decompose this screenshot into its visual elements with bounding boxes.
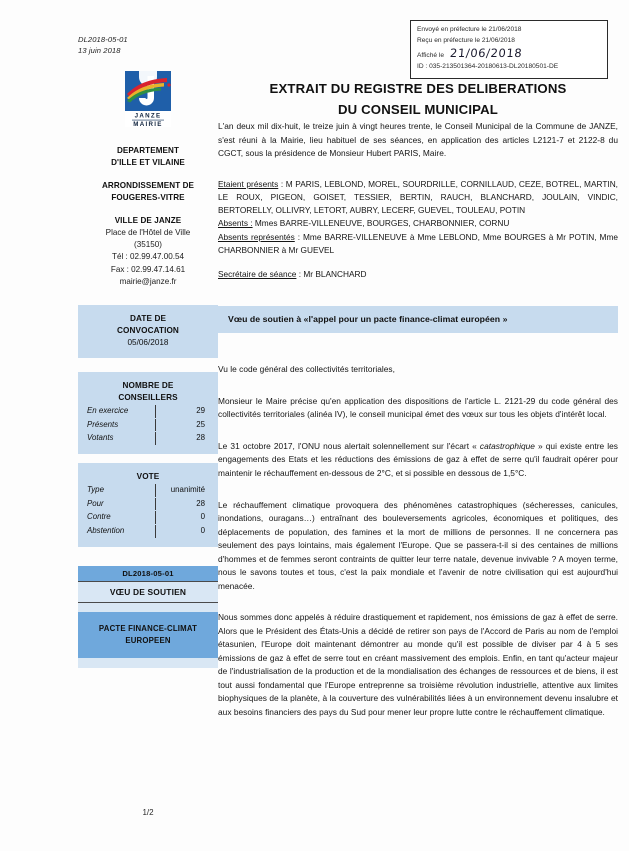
councillors-title-line-2: CONSEILLERS: [118, 392, 178, 402]
vote-row-label: Pour: [87, 498, 104, 508]
call-to-action-paragraph: Nous sommes donc appelés à réduire drastiquement et rapidement, nos émissions de gaz à effet de serre. Alors que le Président des États-Unis a décidé de retirer son pays de l'Accord de Paris au nom de l'emploi étasunien, l'Europe doit maintenant démontrer au monde qu'il est possible de diviser par 4 à 5 ses émissions de gaz à effet de serre tout en créant massivement des emplois. Enfin, en tant qu'acteur majeur de l'industrialisation de la production et de la mondialisation des échanges de ressources et de biens, il est tout aussi fondamental que l'Europe entreprenne sa troisième révolution industrielle, attentive aux limites biophysiques de la planète, à la couverture des vulnérabilités liées à un environnement devenu insalubre et aux besoins financiers des pays du Sud pour mener leur propre lutte contre le réchauffement climatique.: [218, 612, 618, 717]
document-reference-number: DL2018-05-01: [78, 35, 128, 44]
city-email: mairie@janze.fr: [119, 277, 177, 287]
stamp-sent-line: Envoyé en préfecture le 21/06/2018: [417, 26, 522, 33]
councillors-row-label: En exercice: [87, 405, 129, 415]
stamp-id-line: ID : 035-213501364-20180613-DL20180501-DE: [417, 63, 559, 71]
present-label: Etaient présents: [218, 178, 279, 189]
onu-alert-paragraph: [218, 440, 618, 481]
councillors-row-label: Votants: [87, 433, 114, 443]
city-name: VILLE DE JANZE: [114, 215, 182, 225]
vote-row-value: unanimité: [170, 484, 205, 494]
commune-identity-block: [78, 70, 218, 288]
vote-row-label: Type: [87, 484, 104, 494]
row-divider: [155, 525, 156, 538]
tag-kind: VŒU DE SOUTIEN: [78, 581, 218, 603]
janze-mairie-logo-icon: [119, 70, 177, 128]
represented-list: : Mme BARRE-VILLENEUVE à Mme LEBLOND, Mme BOURGES à Mr POTIN, Mme CHARBONNIER à Mr GUEVEL: [218, 231, 618, 255]
legal-basis-paragraph: Vu le code général des collectivités territoriales,: [218, 364, 395, 375]
document-reference: [78, 34, 128, 57]
councillors-row-value: 25: [196, 419, 205, 429]
stamp-posted-label: Affiché le: [417, 52, 445, 60]
onu-alert-prefix: Le 31 octobre 2017, l'ONU nous alertait solennellement sur l'écart «: [218, 440, 480, 451]
councillors-row-label: Présents: [87, 419, 119, 429]
main-content: [218, 120, 618, 728]
absent-block: [218, 217, 618, 230]
represented-block: [218, 231, 618, 258]
tag-topic-line-2: EUROPEEN: [125, 635, 171, 645]
councillors-row: [85, 419, 211, 432]
page-title-line-1: EXTRAIT DU REGISTRE DES DELIBERATIONS: [269, 81, 567, 96]
prefecture-stamp: [410, 20, 608, 79]
logo-container: [78, 70, 218, 128]
convocation-box: [78, 305, 218, 358]
svg-text:JANZE: JANZE: [134, 112, 162, 120]
city-postal-code: (35150): [134, 240, 162, 250]
vote-row: [85, 511, 211, 524]
vote-row: [85, 525, 211, 538]
vote-row-value: 0: [200, 526, 205, 536]
councillors-box: [78, 372, 218, 454]
stamp-posted-handwritten-date: 21/06/2018: [449, 46, 523, 61]
mayor-statement-paragraph: Monsieur le Maire précise qu'en application des dispositions de l'article L. 2121-29 du code général des collectivités territoriales (alinéa IV), le conseil municipal émet des vœux sur tous les objets d'intérêt local.: [218, 395, 618, 420]
row-divider: [155, 484, 156, 497]
vote-row-label: Abstention: [87, 526, 125, 536]
stamp-received-line: Reçu en préfecture le 21/06/2018: [417, 36, 515, 44]
page-title: [218, 78, 618, 121]
tag-topic-line-1: PACTE FINANCE-CLIMAT: [98, 624, 198, 633]
secretary-label: Secrétaire de séance: [218, 269, 297, 280]
councillors-row: [85, 432, 211, 445]
vote-row: [85, 498, 211, 511]
city-phone: Tél : 02.99.47.00.54: [112, 252, 184, 262]
councillors-row: [85, 405, 211, 418]
city-address: Place de l'Hôtel de Ville: [105, 227, 191, 237]
attendance-block: [218, 178, 618, 218]
absent-list: Mmes BARRE-VILLENEUVE, BOURGES, CHARBONNIER, CORNU: [252, 218, 510, 229]
page-title-line-2: DU CONSEIL MUNICIPAL: [337, 102, 499, 118]
convocation-title-line-2: CONVOCATION: [117, 325, 179, 335]
page-number: 1/2: [142, 808, 154, 817]
deliberation-tag-stack: [78, 566, 218, 668]
councillors-row-value: 28: [196, 433, 205, 443]
represented-label: Absents représentés: [218, 231, 295, 242]
absent-label: Absents :: [218, 218, 253, 229]
vote-title: VOTE: [136, 472, 160, 481]
arrondissement-line-2: FOUGERES-VITRE: [111, 192, 185, 202]
city-fax: Fax : 02.99.47.14.61: [110, 264, 186, 274]
onu-alert-suffix: » qui existe entre les engagements des Etats et les réductions des émissions de gaz à effet de serre qu'il faudrait opérer pour maintenir le réchauffement en-dessous de 2°C, et si possible en dessous de 1,5°C.: [218, 440, 618, 478]
stamp-posted-row: [417, 46, 601, 62]
convocation-date: 05/06/2018: [127, 337, 169, 347]
vote-row: [85, 484, 211, 497]
department-line-1: DEPARTEMENT: [116, 146, 180, 155]
document-reference-date: 13 juin 2018: [78, 46, 121, 56]
councillors-title-line-1: NOMBRE DE: [122, 381, 174, 390]
row-divider: [155, 405, 156, 418]
councillors-row-value: 29: [196, 405, 205, 415]
tag-reference: DL2018-05-01: [78, 566, 218, 581]
row-divider: [155, 432, 156, 445]
arrondissement-line-1: ARRONDISSEMENT DE: [101, 180, 195, 190]
tag-topic: [78, 612, 218, 658]
vote-box: [78, 463, 218, 547]
row-divider: [155, 419, 156, 432]
vote-row-value: 28: [196, 498, 205, 508]
convocation-title-line-1: DATE DE: [129, 314, 167, 323]
climate-consequences-paragraph: Le réchauffement climatique provoquera des phénomènes catastrophiques (sécheresses, canicules, inondations, ouragans…) entraînant des bouleversements agricoles, économiques et politiques, des déplacements de population, des famines et la mort de millions de personnes. Il ne concernera pas seulement des pays lointains, mais également l'Europe. Que se passera-t-il si des centaines de millions d'hommes et de femmes seront contraints de quitter leur terre natale, devenue invivable ? A moyen terme, nous le savons toutes et tous, c'est la paix mondiale et l'avenir de notre civilisation qui est aujourd'hui menacée.: [218, 499, 618, 591]
row-divider: [155, 498, 156, 511]
secretary-block: [218, 268, 618, 281]
vote-row-value: 0: [200, 512, 205, 522]
svg-text:MAIRIE: MAIRIE: [133, 121, 163, 128]
deliberation-subject-banner: Vœu de soutien à «l'appel pour un pacte finance-climat européen »: [218, 306, 618, 333]
vote-row-label: Contre: [87, 512, 111, 522]
row-divider: [155, 511, 156, 524]
onu-alert-emphasis: catastrophique: [479, 440, 535, 451]
present-list: : M PARIS, LEBLOND, MOREL, SOURDRILLE, CORNILLAUD, CEZE, BOTREL, MARTIN, LE ROUX, PIGEON, GOISET, TESSIER, BERTIN, RAUCH, BLANCHARD, JOULAIN, VINDIC, BERTORELLY, OLLIVRY, LETORT, AUBRY, LECERF, GUEVEL, TOULEAU, POTIN: [218, 178, 618, 216]
department-line-2: D'ILLE ET VILAINE: [111, 157, 185, 167]
secretary-name: : Mr BLANCHARD: [296, 269, 367, 280]
meeting-intro-paragraph: L'an deux mil dix-huit, le treize juin à vingt heures trente, le Conseil Municipal de la Commune de JANZE, s'est réuni à la Mairie, lieu habituel de ses séances, en application des articles L2121-7 et 2122-8 du CGCT, sous la présidence de Monsieur Hubert PARIS, Maire.: [218, 121, 618, 159]
